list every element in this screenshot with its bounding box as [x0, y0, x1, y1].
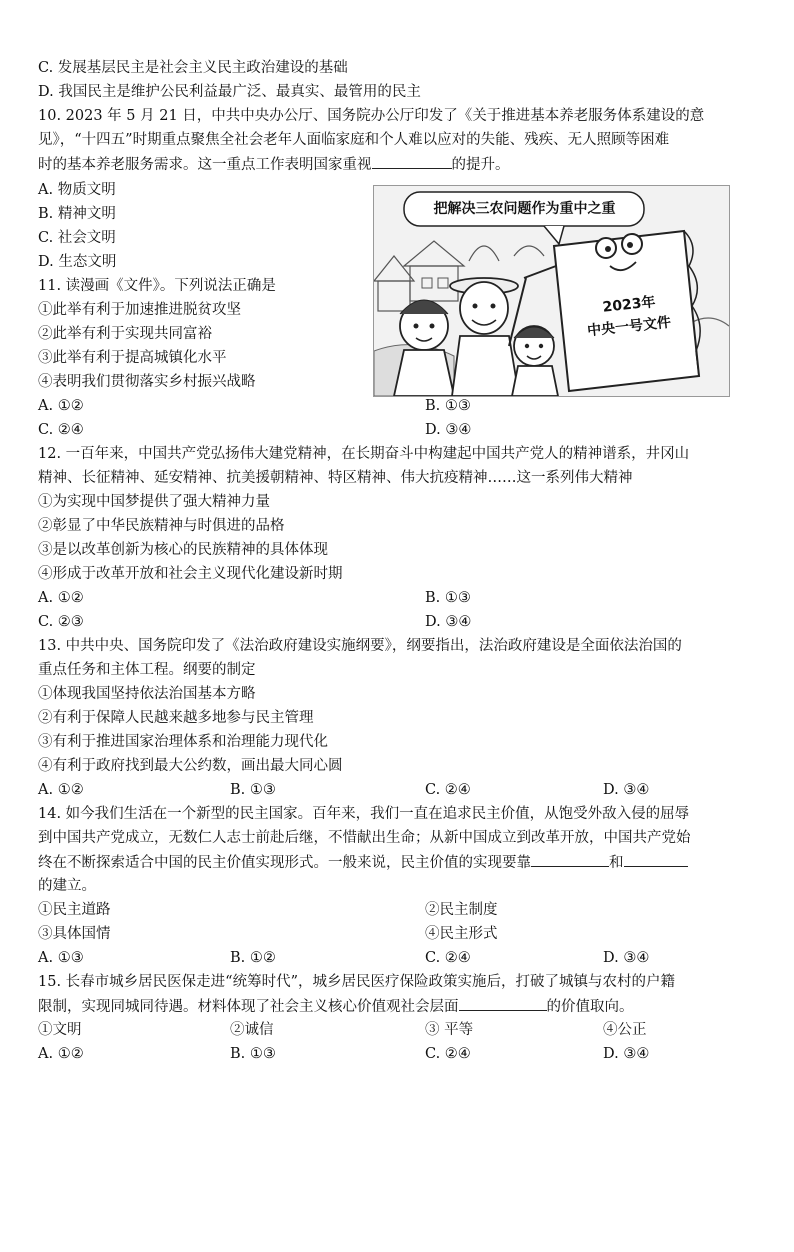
q12-stem-line1: 12. 一百年来，中国共产党弘扬伟大建党精神，在长期奋斗中构建起中国共产党人的精神谱系，井冈山	[38, 446, 690, 462]
q14-item-2: ②民主制度	[425, 902, 498, 918]
q9-option-d: D. 我国民主是维护公民利益最广泛、最真实、最管用的民主	[38, 84, 421, 100]
q14-stem-line3: 终在不断探索适合中国的民主价值实现形式。一般来说，民主价值的实现要靠 和	[38, 852, 688, 873]
q12-option-d: D. ③④	[425, 614, 472, 630]
q15-item-1: ①文明	[38, 1022, 82, 1038]
q13-item-4: ④有利于政府找到最大公约数，画出最大同心圆	[38, 758, 343, 774]
answer-blank	[531, 852, 609, 867]
q14-stem-line4: 的建立。	[38, 878, 96, 894]
q12-option-b: B. ①③	[425, 590, 471, 606]
q11-option-b: B. ①③	[425, 398, 471, 414]
cartoon-speech-text: 把解决三农问题作为重中之重	[433, 201, 616, 217]
q14-item-1: ①民主道路	[38, 902, 111, 918]
q11-item-3: ③此举有利于提高城镇化水平	[38, 350, 227, 366]
q15-item-4: ④公正	[603, 1022, 647, 1038]
q14-option-c: C. ②④	[425, 950, 471, 966]
answer-blank	[624, 852, 688, 867]
q10-stem-line3: 时的基本养老服务需求。这一重点工作表明国家重视 的提升。	[38, 154, 510, 175]
q13-item-3: ③有利于推进国家治理体系和治理能力现代化	[38, 734, 328, 750]
q14-option-a: A. ①③	[38, 950, 84, 966]
q12-stem-line2: 精神、长征精神、延安精神、抗美援朝精神、特区精神、伟大抗疫精神……这一系列伟大精神	[38, 470, 633, 486]
q13-option-b: B. ①③	[230, 782, 276, 798]
q13-option-c: C. ②④	[425, 782, 471, 798]
q11-stem: 11. 读漫画《文件》。下列说法正确是	[38, 278, 276, 294]
q10-option-b: B. 精神文明	[38, 206, 116, 222]
q12-option-a: A. ①②	[38, 590, 84, 606]
q13-item-1: ①体现我国坚持依法治国基本方略	[38, 686, 256, 702]
q11-item-1: ①此举有利于加速推进脱贫攻坚	[38, 302, 241, 318]
cartoon-illustration	[373, 185, 730, 397]
q12-item-2: ②彰显了中华民族精神与时俱进的品格	[38, 518, 285, 534]
q15-item-2: ②诚信	[230, 1022, 274, 1038]
q14-option-b: B. ①②	[230, 950, 276, 966]
q13-stem-line1: 13. 中共中央、国务院印发了《法治政府建设实施纲要》，纲要指出，法治政府建设是全面依法治国的	[38, 638, 682, 654]
q11-option-d: D. ③④	[425, 422, 472, 438]
q14-item-4: ④民主形式	[425, 926, 498, 942]
q15-option-a: A. ①②	[38, 1046, 84, 1062]
q15-stem-line2: 限制，实现同城同待遇。材料体现了社会主义核心价值观社会层面 的价值取向。	[38, 996, 634, 1017]
q12-item-3: ③是以改革创新为核心的民族精神的具体体现	[38, 542, 328, 558]
q15-option-b: B. ①③	[230, 1046, 276, 1062]
answer-blank	[372, 154, 452, 169]
q11-option-a: A. ①②	[38, 398, 84, 414]
q15-option-c: C. ②④	[425, 1046, 471, 1062]
q9-option-c: C. 发展基层民主是社会主义民主政治建设的基础	[38, 60, 348, 76]
q10-stem-line2: 见》，“十四五”时期重点聚焦全社会老年人面临家庭和个人难以应对的失能、残疾、无人照顾等困难	[38, 132, 670, 148]
q11-item-4: ④表明我们贯彻落实乡村振兴战略	[38, 374, 256, 390]
q15-stem-line1: 15. 长春市城乡居民医保走进“统筹时代”，城乡居民医疗保险政策实施后，打破了城镇与农村的户籍	[38, 974, 675, 990]
q14-item-3: ③具体国情	[38, 926, 111, 942]
q13-option-d: D. ③④	[603, 782, 650, 798]
q12-item-4: ④形成于改革开放和社会主义现代化建设新时期	[38, 566, 343, 582]
q14-option-d: D. ③④	[603, 950, 650, 966]
cartoon-doc-year: 2023年	[601, 294, 657, 316]
q15-option-d: D. ③④	[603, 1046, 650, 1062]
cartoon-doc-title: 中央一号文件	[586, 314, 672, 340]
q13-option-a: A. ①②	[38, 782, 84, 798]
q15-item-3: ③ 平等	[425, 1022, 474, 1038]
q14-stem-line1: 14. 如今我们生活在一个新型的民主国家。百年来，我们一直在追求民主价值，从饱受外敌入侵的屈辱	[38, 806, 690, 822]
answer-blank	[459, 996, 547, 1011]
q10-option-c: C. 社会文明	[38, 230, 116, 246]
q11-option-c: C. ②④	[38, 422, 84, 438]
q12-item-1: ①为实现中国梦提供了强大精神力量	[38, 494, 270, 510]
q14-stem-line2: 到中国共产党成立，无数仁人志士前赴后继，不惜献出生命；从新中国成立到改革开放，中国共产党始	[38, 830, 691, 846]
q10-option-a: A. 物质文明	[38, 182, 116, 198]
q13-item-2: ②有利于保障人民越来越多地参与民主管理	[38, 710, 314, 726]
q12-option-c: C. ②③	[38, 614, 84, 630]
q11-item-2: ②此举有利于实现共同富裕	[38, 326, 212, 342]
q10-option-d: D. 生态文明	[38, 254, 117, 270]
q10-stem-line1: 10. 2023 年 5 月 21 日，中共中央办公厅、国务院办公厅印发了《关于推进基本养老服务体系建设的意	[38, 108, 705, 124]
q13-stem-line2: 重点任务和主体工程。纲要的制定	[38, 662, 256, 678]
